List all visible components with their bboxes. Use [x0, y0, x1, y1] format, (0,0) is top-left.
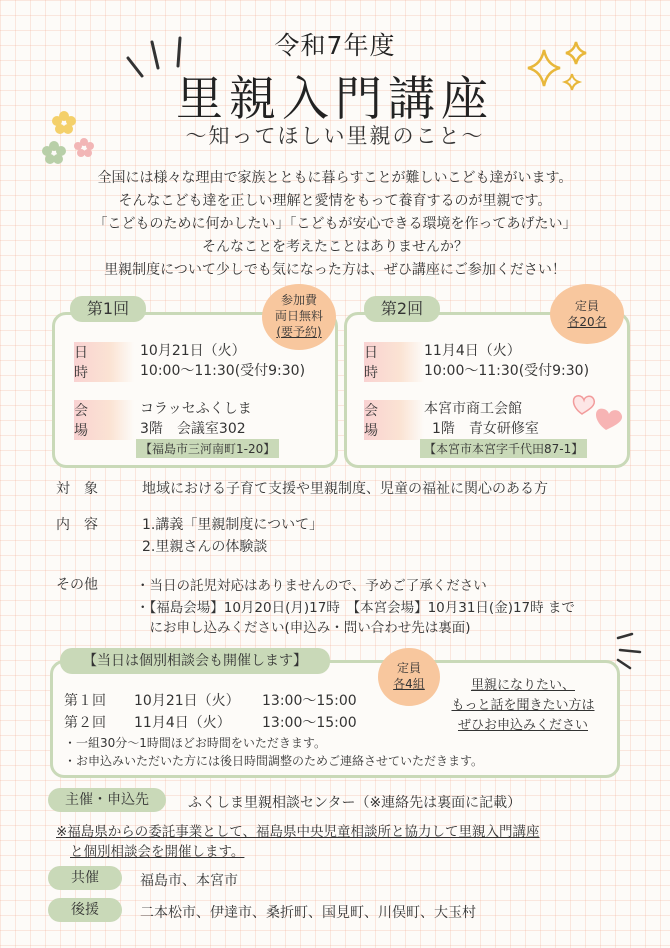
consult-capacity-label: 定員 [396, 661, 421, 675]
cohost-value: 福島市、本宮市 [140, 873, 238, 889]
session1-date: 10月21日（火） [140, 343, 246, 359]
session1-time: 10:00～11:30(受付9:30) [140, 363, 306, 379]
title-year: 令和7年度 [274, 31, 396, 60]
footer-note-line: と個別相談会を開催します。 [70, 844, 245, 860]
consult-row-time: 13:00～15:00 [262, 693, 357, 709]
consult-note: ・一組30分～1時間ほどお時間をいただきます。 [64, 736, 326, 750]
consult-row-date: 10月21日（火） [134, 693, 240, 709]
session2-venue-room: 1階 青女研修室 [432, 421, 539, 437]
consult-row-time: 13:00～15:00 [262, 715, 357, 731]
capacity-value: 各20名 [567, 315, 607, 329]
support-value: 二本松市、伊達市、桑折町、国見町、川俣町、大玉村 [140, 905, 476, 921]
session1-venue-label: 会 場 [74, 400, 134, 440]
content-label: 内 容 [56, 517, 98, 533]
organizer-value: ふくしま里親相談センター（※連絡先は裏面に記載） [188, 795, 522, 811]
footer-note-line: ※福島県からの委託事業として、福島県中央児童相談所と協力して里親入門講座 [56, 824, 540, 840]
capacity-label: 定員 [574, 299, 599, 313]
consult-message [438, 676, 608, 736]
capacity-badge [550, 284, 624, 344]
session1-venue-room: 3階 会議室302 [140, 421, 246, 437]
hearts-icon [568, 388, 624, 434]
intro-line: そんなことを考えたことはありませんか？ [202, 239, 468, 255]
other-item: にお申し込みください(申込み・問い合わせ先は裏面) [136, 620, 471, 636]
intro-line: 全国には様々な理由で家族とともに暮らすことが難しいこども達がいます。 [97, 170, 573, 186]
consult-capacity-badge [378, 648, 440, 706]
fee-value: 両日無料 [274, 309, 323, 323]
intro-line: 里親制度について少しでも気になった方は、ぜひ講座にご参加ください！ [104, 262, 566, 278]
consult-message-line: 里親になりたい、 [470, 678, 575, 693]
session2-venue-name: 本宮市商工会館 [424, 401, 522, 417]
session1-venue-name: コラッセふくしま [140, 401, 252, 417]
consult-row-date: 11月4日（火） [134, 715, 231, 731]
target-value: 地域における子育て支援や里親制度、児童の福祉に関心のある方 [142, 481, 548, 497]
organizer-label: 主催・申込先 [48, 788, 166, 812]
page-title: 里親入門講座 [176, 72, 494, 127]
other-item: ・【福島会場】10月20日(月)17時 【本宮会場】10月31日(金)17時 まで [136, 600, 575, 616]
session2-date-label: 日 時 [364, 342, 424, 382]
content-item: 1.講義「里親制度について」 [142, 517, 324, 533]
fee-badge [262, 284, 336, 350]
fee-label: 参加費 [280, 293, 317, 307]
cohost-label: 共催 [48, 866, 122, 890]
consult-row-no: 第２回 [64, 715, 106, 731]
consult-message-line: もっと話を聞きたい方は [451, 698, 595, 713]
burst-lines-decoration-right [612, 630, 652, 670]
intro-line: 「こどものために何かしたい」「こどもが安心できる環境を作ってあげたい」 [93, 216, 577, 232]
intro-line: そんなこども達を正しい理解と愛情をもって養育するのが里親です。 [118, 193, 552, 209]
session2-date: 11月4日（火） [424, 343, 521, 359]
session1-address: 【福島市三河南町1-20】 [136, 439, 279, 458]
page-subtitle: ～知ってほしい里親のこと～ [185, 124, 485, 148]
session2-tag: 第2回 [364, 296, 440, 322]
other-label: その他 [56, 577, 98, 593]
consult-message-line: ぜひお申込みください [457, 718, 588, 733]
content-item: 2.里親さんの体験談 [142, 539, 268, 555]
consult-row-no: 第１回 [64, 693, 106, 709]
session2-address: 【本宮市本宮字千代田87-1】 [420, 439, 587, 458]
session2-time: 10:00～11:30(受付9:30) [424, 363, 590, 379]
session1-date-label: 日 時 [74, 342, 134, 382]
fee-note: (要予約) [276, 325, 322, 339]
target-label: 対 象 [56, 481, 98, 497]
session2-venue-label: 会 場 [364, 400, 424, 440]
other-item: ・当日の託児対応はありませんので、予めご了承ください [136, 578, 487, 594]
consult-note: ・お申込みいただいた方には後日時間調整のためご連絡させていただきます。 [64, 754, 484, 768]
support-label: 後援 [48, 898, 122, 922]
consult-tag: 【当日は個別相談会も開催します】 [60, 648, 330, 674]
consult-capacity-value: 各4組 [393, 677, 425, 691]
session1-tag: 第1回 [70, 296, 146, 322]
intro-text [0, 167, 670, 282]
